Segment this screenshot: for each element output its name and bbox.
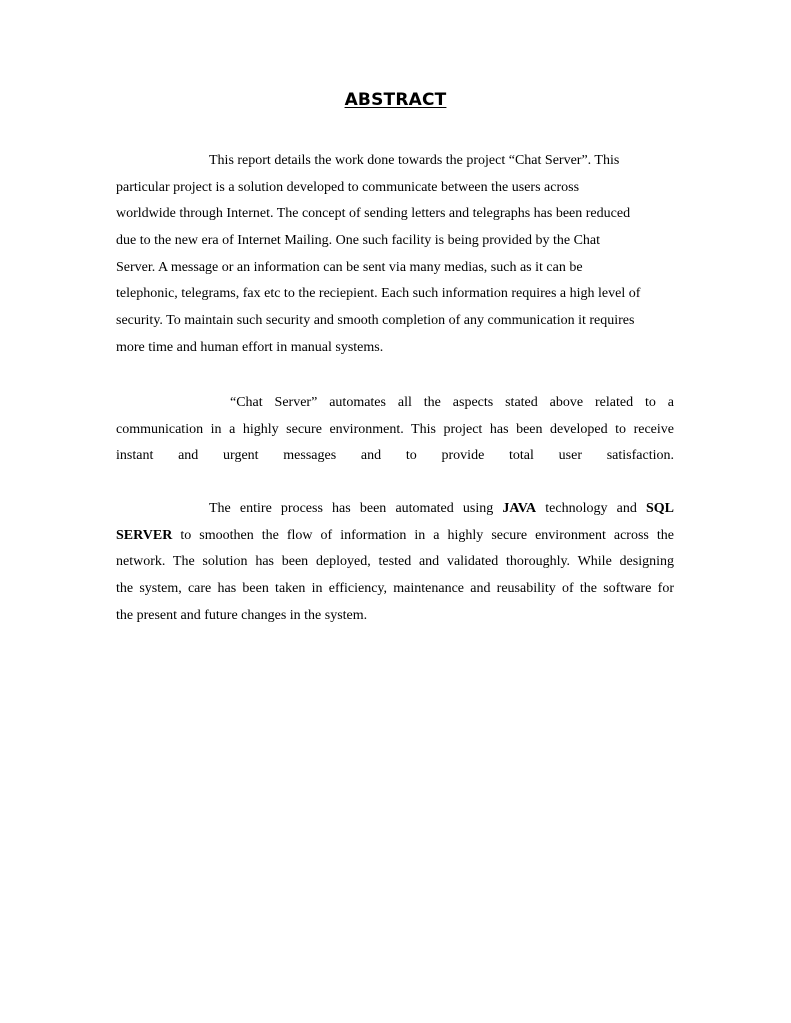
line-text: to smoothen the flow of information in a highly secure environment across the <box>172 527 674 543</box>
paragraph-technology <box>116 496 674 629</box>
sql-keyword: SQL <box>646 501 675 516</box>
paragraph-line: telephonic, telegrams, fax etc to the reciepient. Each such information requires a high level of <box>116 286 641 302</box>
abstract-heading: ABSTRACT <box>344 90 447 110</box>
server-keyword: SERVER <box>116 527 173 543</box>
java-keyword: JAVA <box>502 501 537 516</box>
paragraph-line: network. The solution has been deployed, tested and validated thoroughly. While designing <box>116 554 674 570</box>
paragraph-line <box>116 523 674 550</box>
paragraph-line: instant and urgent messages and to provide total user satisfaction. <box>116 448 674 464</box>
paragraph-automation <box>116 390 674 470</box>
paragraph-line: the present and future changes in the system. <box>116 607 368 623</box>
line-text: The entire process has been automated using <box>209 501 503 516</box>
paragraph-line <box>116 496 674 523</box>
paragraph-line: security. To maintain such security and smooth completion of any communication it requires <box>116 313 635 329</box>
paragraph-line: more time and human effort in manual systems. <box>116 339 384 355</box>
paragraph-line: worldwide through Internet. The concept of sending letters and telegraphs has been reduced <box>116 206 631 222</box>
paragraph-line: Server. A message or an information can be sent via many medias, such as it can be <box>116 259 583 275</box>
paragraph-intro <box>116 148 674 362</box>
paragraph-line: due to the new era of Internet Mailing. One such facility is being provided by the Chat <box>116 233 601 249</box>
paragraph-line: particular project is a solution developed to communicate between the users across <box>116 179 580 195</box>
line-text: technology and <box>536 501 646 516</box>
paragraph-line: communication in a highly secure environment. This project has been developed to receive <box>116 421 674 437</box>
paragraph-line: “Chat Server” automates all the aspects stated above related to a <box>230 395 674 410</box>
paragraph-line: This report details the work done towards the project “Chat Server”. This <box>209 153 620 168</box>
paragraph-line: the system, care has been taken in efficiency, maintenance and reusability of the software for <box>116 581 674 597</box>
